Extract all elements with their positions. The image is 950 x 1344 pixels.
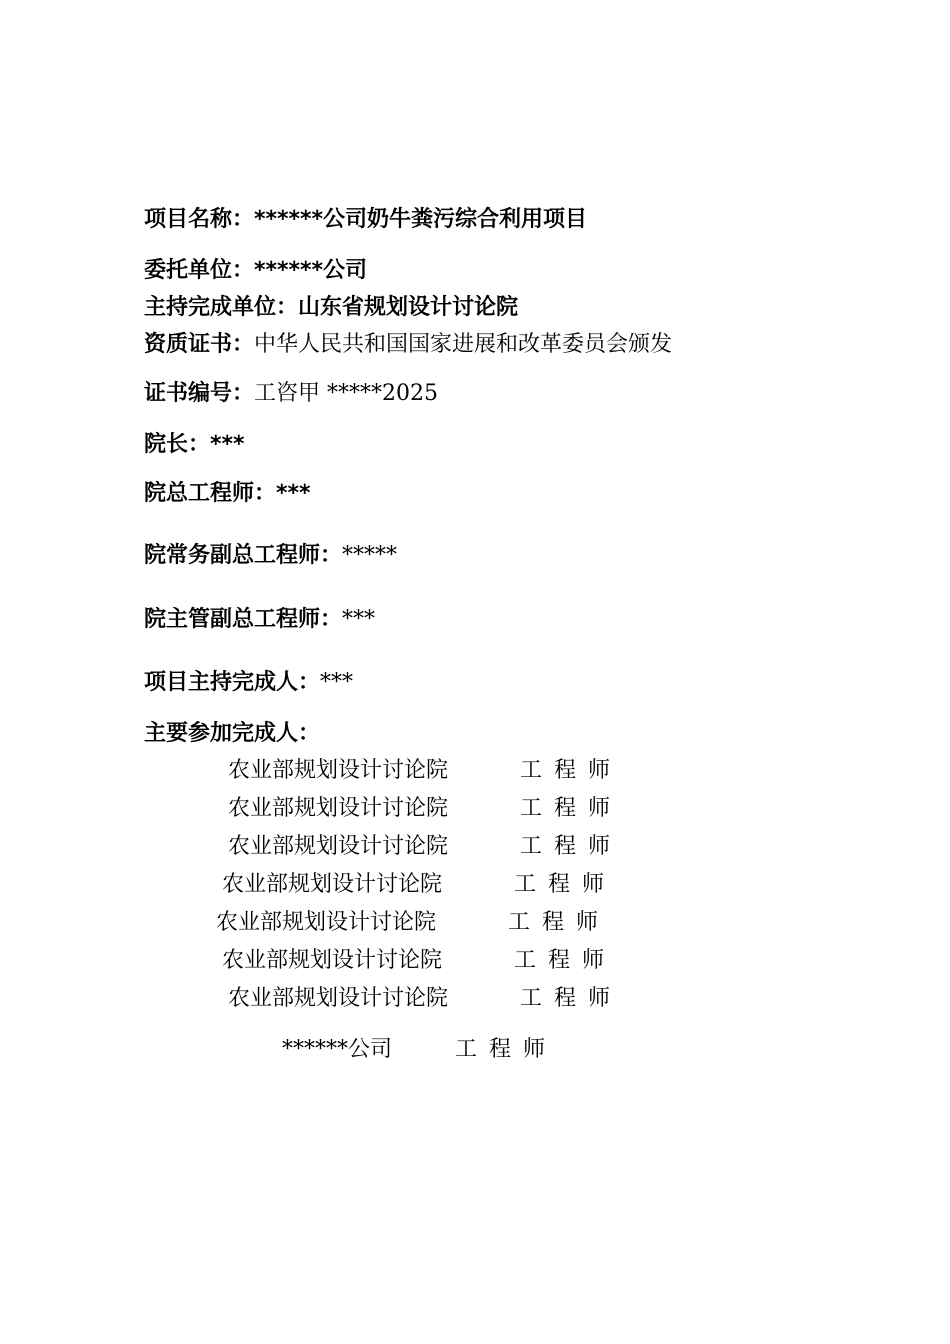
- exec-deputy-chief-value: *****: [342, 543, 398, 568]
- client-label: 委托单位：: [144, 258, 255, 283]
- member-row: [222, 871, 616, 899]
- chief-engineer-label: 院总工程师：: [144, 481, 277, 506]
- member-title: 工程师: [520, 796, 623, 821]
- member-title: 工程师: [508, 910, 611, 935]
- cert-number-row: [144, 380, 438, 408]
- member-title: 工程师: [520, 986, 623, 1011]
- cert-number-value: 工咨甲 *****2025: [254, 381, 438, 406]
- deputy-chief-label: 院主管副总工程师：: [144, 607, 343, 632]
- member-org: 农业部规划设计讨论院: [222, 872, 443, 897]
- member-row: [228, 757, 622, 785]
- project-name-row: [144, 206, 587, 234]
- member-row: [222, 947, 616, 975]
- member-org: 农业部规划设计讨论院: [228, 834, 449, 859]
- member-org: 农业部规划设计讨论院: [216, 910, 437, 935]
- member-title: 工程师: [514, 872, 617, 897]
- chief-engineer-value: ***: [276, 481, 311, 506]
- qualification-row: [144, 331, 672, 359]
- members-heading-label: 主要参加完成人：: [144, 721, 321, 746]
- member-org: 农业部规划设计讨论院: [228, 796, 449, 821]
- cert-number-label: 证书编号：: [144, 381, 255, 406]
- lead-unit-label: 主持完成单位：: [144, 295, 299, 320]
- member-title: 工程师: [520, 834, 623, 859]
- members-heading-row: [144, 720, 320, 748]
- lead-unit-row: [144, 294, 518, 322]
- qualification-label: 资质证书：: [144, 332, 255, 357]
- exec-deputy-chief-row: [144, 542, 397, 570]
- qualification-value: 中华人民共和国国家进展和改革委员会颁发: [254, 332, 673, 357]
- member-title: 工程师: [520, 758, 623, 783]
- member-row: [228, 795, 622, 823]
- member-title: 工程师: [514, 948, 617, 973]
- member-row: [282, 1036, 557, 1064]
- lead-unit-value: 山东省规划设计讨论院: [298, 295, 519, 320]
- president-label: 院长：: [144, 432, 211, 457]
- member-org: 农业部规划设计讨论院: [228, 986, 449, 1011]
- member-row: [216, 909, 610, 937]
- member-org: ******公司: [282, 1037, 393, 1062]
- client-row: [144, 257, 367, 285]
- member-org: 农业部规划设计讨论院: [222, 948, 443, 973]
- member-title: 工程师: [455, 1037, 558, 1062]
- project-lead-value: ***: [320, 670, 354, 695]
- project-lead-row: [144, 669, 353, 697]
- deputy-chief-value: ***: [342, 607, 376, 632]
- project-lead-label: 项目主持完成人：: [144, 670, 321, 695]
- member-org: 农业部规划设计讨论院: [228, 758, 449, 783]
- president-value: ***: [210, 432, 245, 457]
- president-row: [144, 431, 245, 459]
- chief-engineer-row: [144, 480, 311, 508]
- project-name-value: ******公司奶牛粪污综合利用项目: [254, 207, 588, 232]
- exec-deputy-chief-label: 院常务副总工程师：: [144, 543, 343, 568]
- member-row: [228, 833, 622, 861]
- deputy-chief-row: [144, 606, 375, 634]
- member-row: [228, 985, 622, 1013]
- client-value: ******公司: [254, 258, 368, 283]
- project-name-label: 项目名称：: [144, 207, 255, 232]
